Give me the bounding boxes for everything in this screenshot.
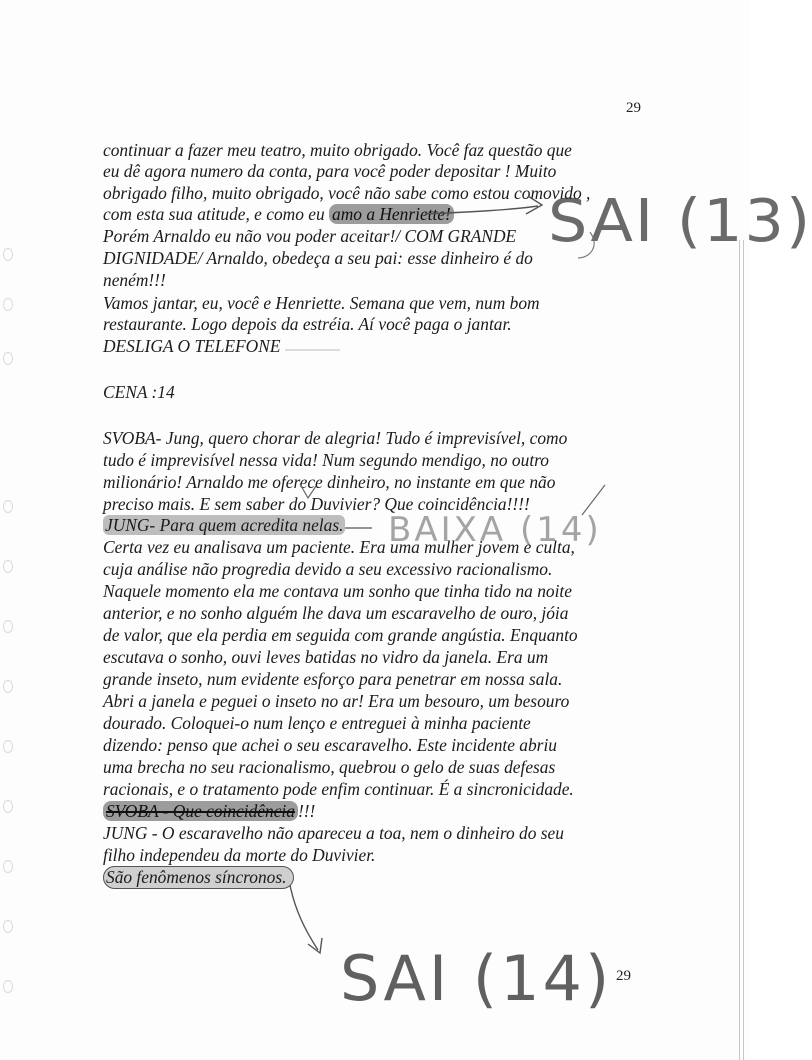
text-line: JUNG - O escaravelho não apareceu a toa, nem o dinheiro do seu [103,823,564,843]
punch-hole [3,680,13,693]
text-segment: com esta sua atitude, e como eu [103,204,330,224]
scene-heading: CENA :14 [103,382,175,402]
highlighted-text: amo a Henriette! [329,204,454,224]
punch-hole [3,352,13,365]
handwritten-sai-14: SAI (14) [340,942,613,1015]
text-line: Naquele momento ela me contava um sonho que tinha tido na noite [103,581,572,601]
punch-hole [3,860,13,873]
text-line: milionário! Arnaldo me oferece dinheiro, no instante em que não [103,472,556,492]
text-line: grande inseto, num evidente esforço para penetrar em nossa sala. [103,669,563,689]
punch-hole [3,620,13,633]
text-line: obrigado filho, muito obrigado, você não sabe como estou comovido , [103,183,591,203]
text-line [103,869,294,886]
handwritten-sai-13: SAI (13) [548,185,812,256]
text-line: neném!!! [103,270,166,290]
handwritten-baixa-14: BAIXA (14) [388,510,602,550]
text-line: eu dê agora numero da conta, para você poder depositar ! Muito [103,161,557,181]
text-line: DIGNIDADE/ Arnaldo, obedeça a seu pai: esse dinheiro é do [103,248,533,268]
punch-hole [3,248,13,261]
text-line: preciso mais. E sem saber do Duvivier? Que coincidência!!!! [103,494,530,514]
text-line: DESLIGA O TELEFONE [103,336,281,356]
text-line: de valor, que ela perdia em seguida com grande angústia. Enquanto [103,625,578,645]
text-line: dizendo: penso que achei o seu escaravelho. Este incidente abriu [103,735,557,755]
text-line: racionais, e o tratamento pode enfim continuar. É a sincronicidade. [103,779,574,799]
text-line: SVOBA- Jung, quero chorar de alegria! Tudo é imprevisível, como [103,428,568,448]
punch-hole [3,298,13,311]
page-number-top: 29 [626,100,641,116]
text-line: Certa vez eu analisava um paciente. Era uma mulher jovem e culta, [103,537,575,557]
punch-hole [3,740,13,753]
arrow-stroke [290,885,318,950]
text-line [103,803,315,820]
punch-hole [3,920,13,933]
binding-edge [743,240,744,1060]
text-line: Vamos jantar, eu, você e Henriette. Semana que vem, num bom [103,293,540,313]
text-line: Porém Arnaldo eu não vou poder aceitar!/ COM GRANDE [103,226,517,246]
text-line: Abri a janela e peguei o inseto no ar! Era um besouro, um besouro [103,691,570,711]
circled-text: São fenômenos síncronos. [103,866,294,889]
text-line [103,517,345,534]
text-line: tudo é imprevisível nessa vida! Num segundo mendigo, no outro [103,450,549,470]
text-line: cuja análise não progredia devido a seu excessivo racionalismo. [103,559,553,579]
punch-hole [3,980,13,993]
binding-edge [739,240,740,1060]
text-line: escutava o sonho, ouvi leves batidas no vidro da janela. Era um [103,647,549,667]
text-line: filho independeu da morte do Duvivier. [103,845,376,865]
punch-hole [3,500,13,513]
arrow-head [308,938,322,953]
text-line: restaurante. Logo depois da estréia. Aí você paga o jantar. [103,314,512,334]
text-line [103,206,454,223]
highlighted-text: JUNG- Para quem acredita nelas. [105,515,344,535]
text-line: anterior, e no sonho alguém lhe dava um escaravelho de ouro, jóia [103,603,569,623]
punch-hole [3,800,13,813]
text-segment: !!! [297,801,316,821]
struck-highlighted-text: SVOBA - Que coincidência [103,801,298,821]
text-line: uma brecha no seu racionalismo, quebrou o gelo de suas defesas [103,757,556,777]
text-line: continuar a fazer meu teatro, muito obrigado. Você faz questão que [103,140,572,160]
page-number-bottom: 29 [616,968,631,984]
punch-hole [3,560,13,573]
text-line: dourado. Coloquei-o num lenço e entreguei à minha paciente [103,713,531,733]
